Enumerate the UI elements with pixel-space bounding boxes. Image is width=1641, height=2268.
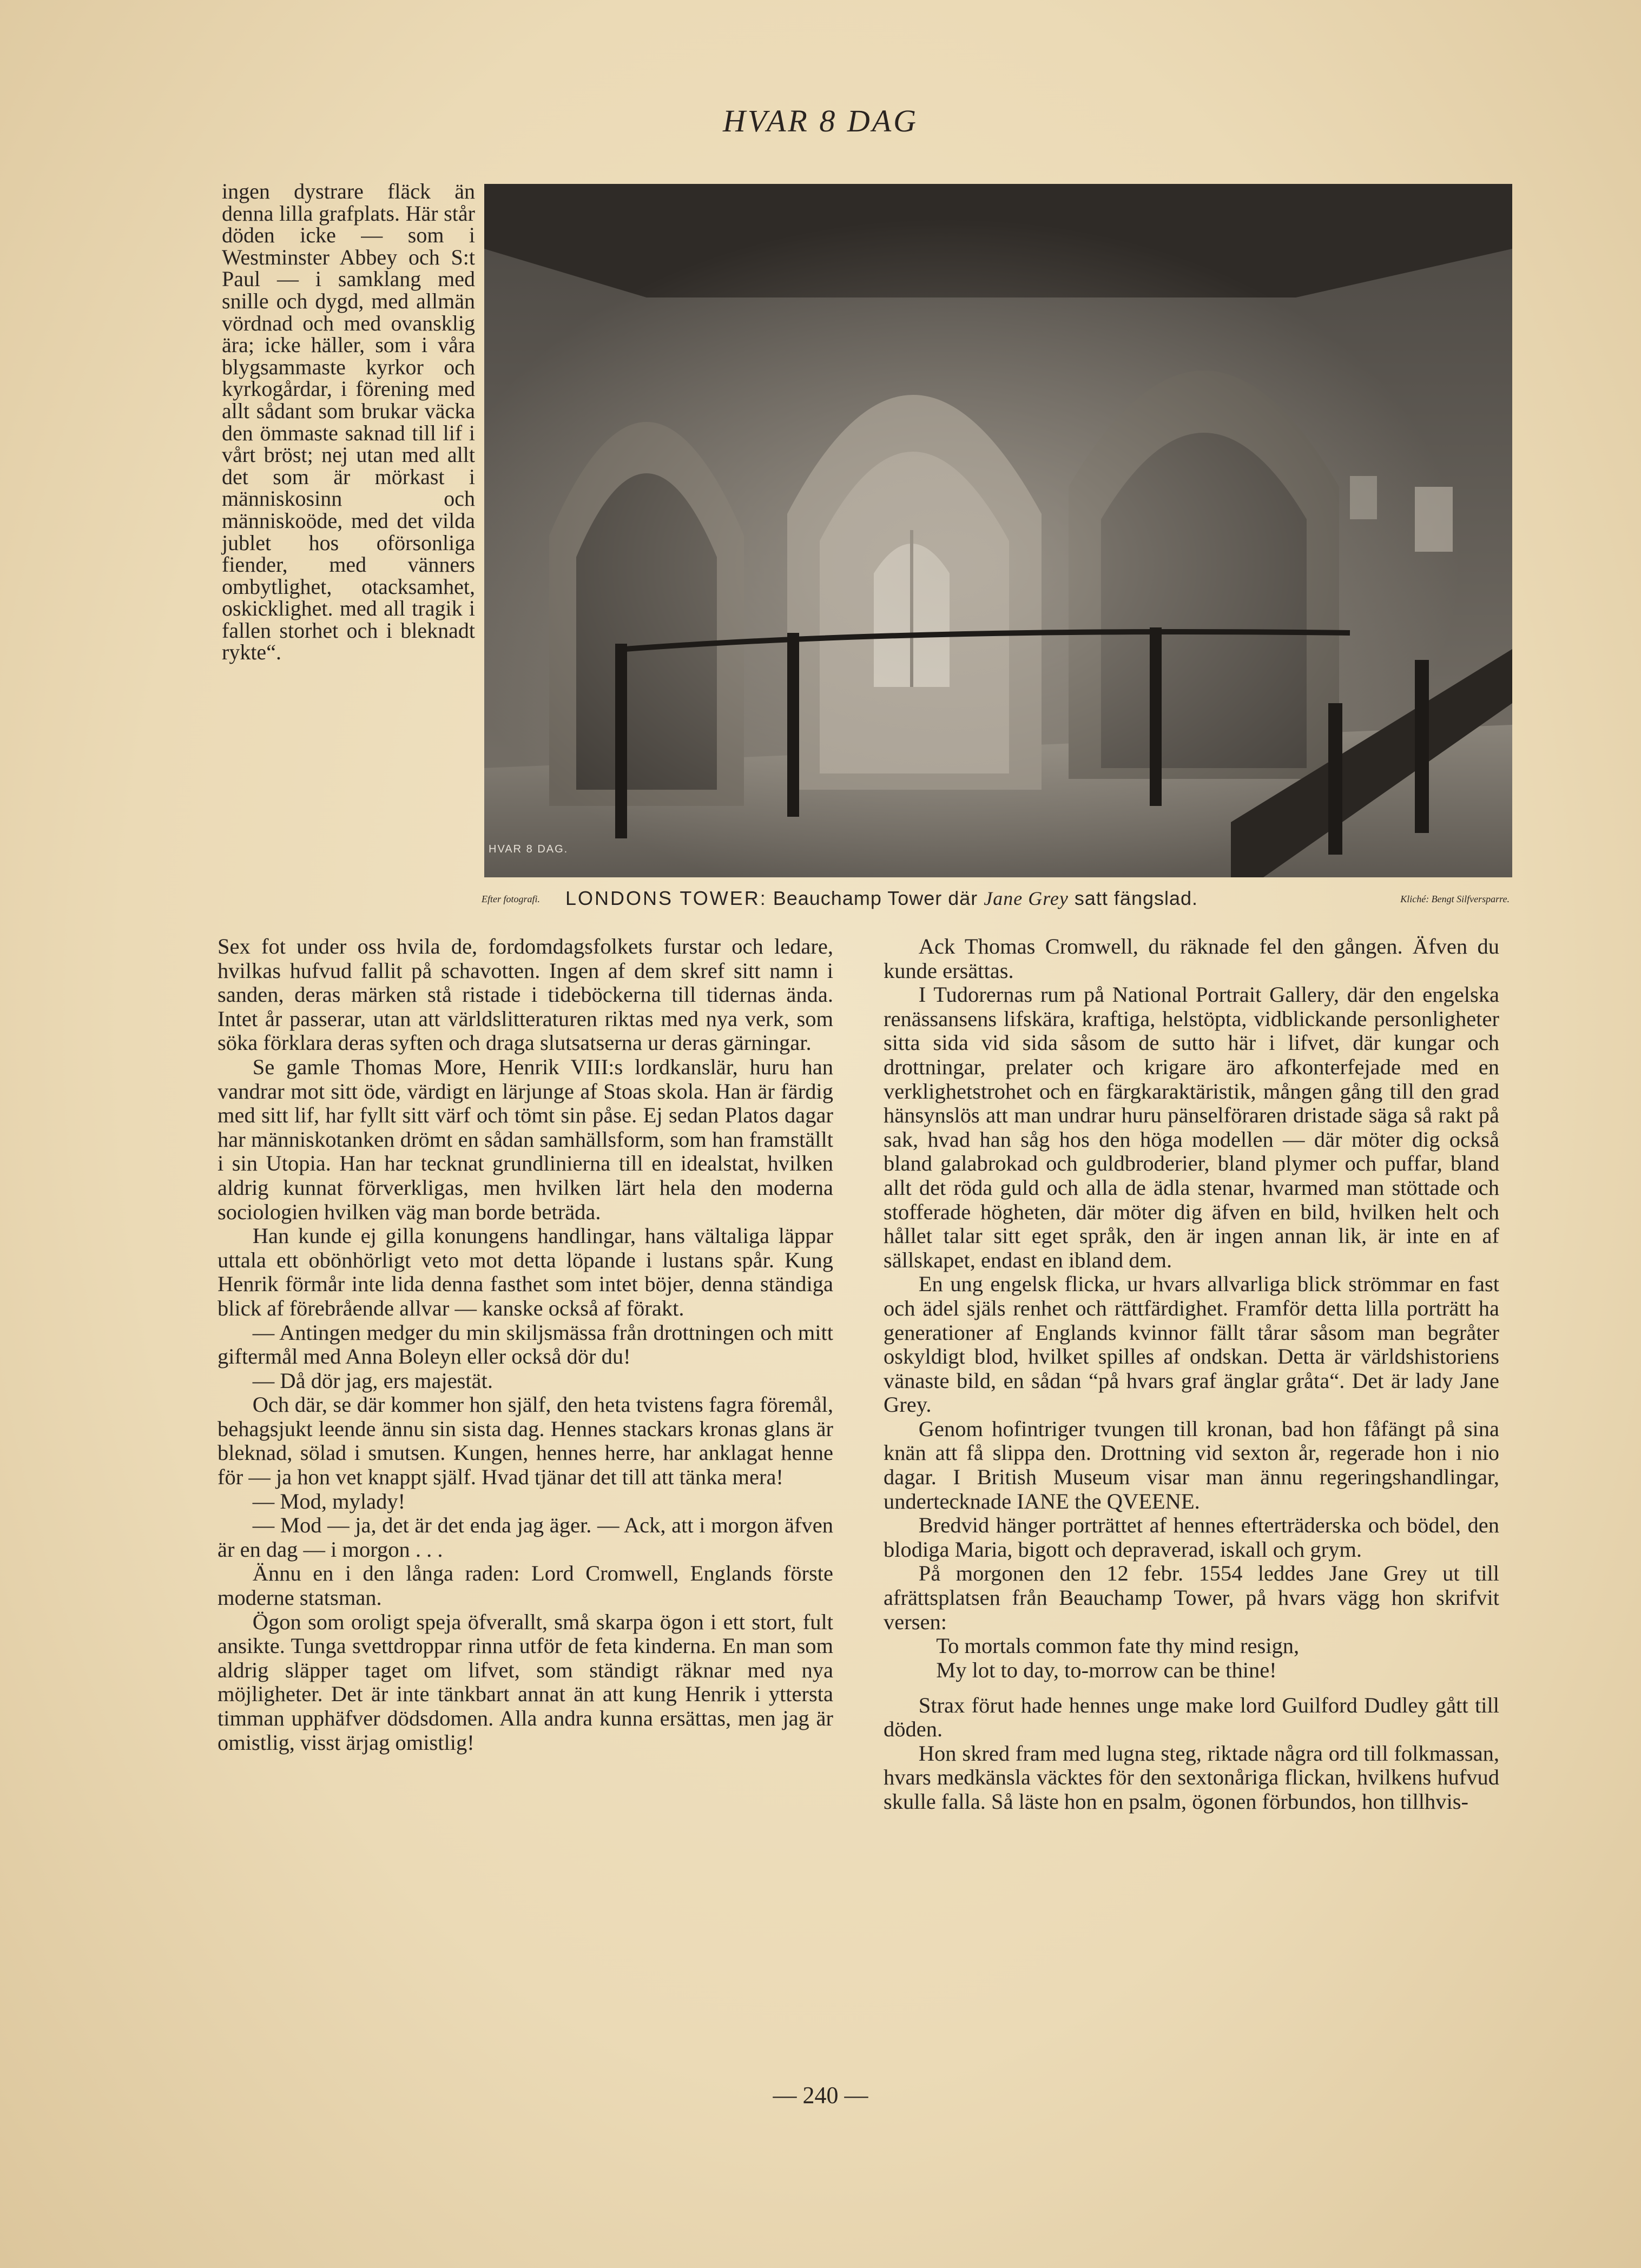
caption-after: satt fängslad. <box>1074 887 1198 909</box>
paragraph: Och där, se där kommer hon själf, den heta tvistens fagra föremål, behagsjukt leende ännu sin sista dag. Hennes stackars kronas glans är bleknad, sölad i smutsen. Kungen, hennes herre, har anklagat henne för — ja hon vet knappt själf. Hvad tjänar det till att tänka mera! <box>218 1392 833 1490</box>
paragraph: Genom hofintriger tvungen till kronan, bad hon fåfängt på sina knän att få slippa den. Drottning vid sexton år, regerade hon i nio dagar. I British Museum visar man ännu regeringshandlingar, undertecknade IANE the QVEENE. <box>884 1416 1499 1513</box>
photo-caption <box>482 887 1510 914</box>
paragraph: En ung engelsk flicka, ur hvars allvarliga blick strömmar en fast och ädel själs renhet och rättfärdighet. Framför detta lilla porträtt ha generationer af Englands kvinnor fällt tårar såsom man begråter oskyldigt blod, hvilket spilles af ondskan. Detta är världshistoriens vänaste bild, en sådan “på hvars graf änglar gråta“. Det är lady Jane Grey. <box>884 1272 1499 1417</box>
paragraph: I Tudorernas rum på National Portrait Gallery, där den engelska renässansens lifskära, kraftiga, helstöpta, vidblickande personligheter sitta sida vid sida såsom de sutto här i lifvet, där kungar och drottningar, prelater och krigare äro afkonterfejade med en verklighetstrohet och en färgkaraktäristik, mången gång till den grad hänsynslös att man undrar huru pänselföraren dristade säga så rakt på sak, hvad han såg hos den höga modellen — där möter dig också bland galabrokad och guldbroderier, bland plymer och puffar, bland allt det röda guld och alla de ädla stenar, hvarmed man stöttade och stofferade högheten, där möter dig äfven en bild, hvilken helt och hållet talar sitt eget språk, den är ingen annan lik, är inte en af sällskapet, endast en ibland dem. <box>884 982 1499 1272</box>
paragraph: På morgonen den 12 febr. 1554 leddes Jane Grey ut till afrättsplatsen från Beauchamp Tower, på hvars vägg hon skrifvit versen: <box>884 1561 1499 1634</box>
running-header: HVAR 8 DAG <box>722 103 919 138</box>
paragraph: Ögon som oroligt speja öfverallt, små skarpa ögon i ett stort, fult ansikte. Tunga svettdroppar rinna utför de feta kinderna. En man som aldrig släpper taget om lifvet, som ständigt räknar med nya möjligheter. Det är inte tänkbart annat än att kung Henrik i yttersta timman upphäfver dödsdomen. Alla andra kunna ersättas, men jag är omistlig, visst ärjag omistlig! <box>218 1609 833 1755</box>
intro-paragraph: ingen dystrare fläck än denna lilla grafplats. Här står döden icke — som i Westminster Abbey och S:t Paul — i samklang med snille och dygd, med allmän vördnad och med ovansklig ära; icke häller, som i våra blygsammaste kyrkor och kyrkogårdar, i förening med allt sådant som brukar väcka den ömmaste saknad till lif i vårt bröst; nej utan med allt det som är mörkast i människosinn och människoöde, med det vilda jublet hos oförsonliga fiender, med vänners ombytlighet, otacksamhet, oskicklighet. med all tragik i fallen storhet och i bleknadt rykte“. <box>222 179 475 665</box>
caption-label: LONDONS TOWER: <box>565 887 767 909</box>
cliche-credit: Kliché: Bengt Silfversparre. <box>1400 894 1510 904</box>
paragraph: Hon skred fram med lugna steg, riktade några ord till folkmassan, hvars medkänsla väcktes för den sextonåriga flickan, hvilkens hufvud skulle falla. Så läste hon en psalm, ögonen förbundos, hon tillhvis- <box>884 1741 1499 1814</box>
paragraph: — Mod, mylady! <box>252 1489 406 1513</box>
paragraph: — Antingen medger du min skiljsmässa från drottningen och mitt giftermål med Anna Boleyn eller också dör du! <box>218 1320 833 1369</box>
left-column <box>218 935 833 1755</box>
verse-line: My lot to day, to-morrow can be thine! <box>936 1657 1277 1682</box>
paragraph: Ack Thomas Cromwell, du räknade fel den gången. Äfven du kunde ersättas. <box>884 934 1499 983</box>
photo-watermark: HVAR 8 DAG. <box>489 843 569 855</box>
verse-line: To mortals common fate thy mind resign, <box>936 1634 1300 1658</box>
page-number: — 240 — <box>773 2082 868 2108</box>
photo-credit: Efter fotografi. <box>482 894 540 904</box>
intro-column <box>222 181 475 664</box>
paragraph: Strax förut hade hennes unge make lord Guilford Dudley gått till döden. <box>884 1692 1499 1742</box>
paragraph: Bredvid hänger porträttet af hennes efterträderska och bödel, den blodiga Maria, bigott och depraverad, iskall och grym. <box>884 1513 1499 1562</box>
tower-photograph <box>484 184 1512 877</box>
paragraph: — Då dör jag, ers majestät. <box>252 1368 493 1393</box>
caption-name: Jane Grey <box>984 888 1069 909</box>
right-column <box>884 935 1499 1814</box>
caption-text <box>565 887 1198 910</box>
paragraph: Ännu en i den långa raden: Lord Cromwell, Englands förste moderne statsman. <box>218 1561 833 1610</box>
caption-before: Beauchamp Tower där <box>773 887 978 909</box>
paragraph: Han kunde ej gilla konungens handlingar, hans vältaliga läppar uttala ett obönhörligt veto mot detta löpande i lustans spår. Kung Henrik förmår inte lida denna fasthet som intet böjer, denna ständiga blick af förebrående allvar — kanske också af förakt. <box>218 1224 833 1320</box>
photo-illustration <box>484 184 1512 877</box>
paragraph: Sex fot under oss hvila de, fordomdagsfolkets furstar och ledare, hvilkas hufvud fallit på schavotten. Ingen af dem skref sitt namn i sanden, deras märken stå ristade i tideböckerna till tidernas ända. Intet år passerar, utan att världslitteraturen riktas med nya verk, som söka förklara deras syften och draga slutsatserna ur deras gärningar. <box>218 934 833 1055</box>
paragraph: Se gamle Thomas More, Henrik VIII:s lordkanslär, huru han vandrar mot sitt öde, värdigt en lärjunge af Stoas skola. Han är färdig med sitt lif, har fyllt sitt värf och tömt sin påse. Ej sedan Platos dagar har människotanken drömt en sådan samhällsform, som han framställt i sin Utopia. Han har tecknat grundlinierna till en idealstat, hvilken aldrig kunnat förverkligas, men hvilken lärt hela den moderna sociologien hvilken väg man borde beträda. <box>218 1054 833 1224</box>
paragraph: — Mod — ja, det är det enda jag äger. — Ack, att i morgon äfven är en dag — i morgon . . . <box>218 1513 833 1562</box>
